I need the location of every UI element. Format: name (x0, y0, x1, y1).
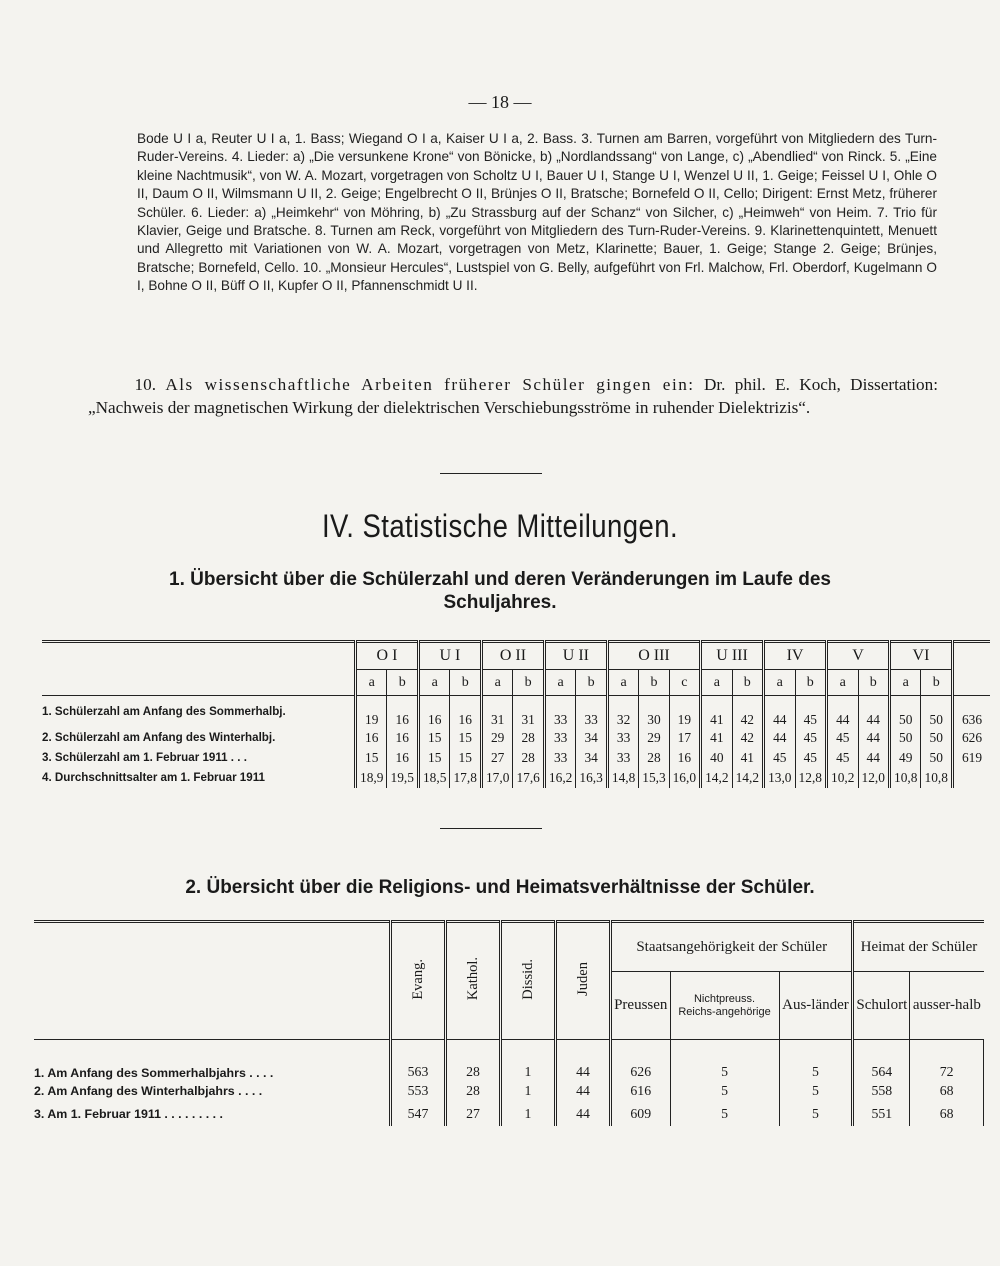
cell-value: 34 (576, 748, 607, 768)
cell-value: 10,2 (827, 768, 858, 788)
religion-header-label: Dissid. (519, 958, 536, 1000)
cell-value: 44 (858, 748, 889, 768)
cell-value: 15 (418, 728, 449, 748)
cell-value: 16 (387, 748, 418, 768)
row-total: 636 (953, 696, 991, 728)
subclass-header: b (513, 670, 544, 696)
cell-value: 5 (779, 1103, 853, 1126)
cell-value: 29 (481, 728, 512, 748)
class-header: U I (418, 642, 481, 670)
cell-value: 72 (910, 1040, 984, 1080)
label-header (34, 922, 391, 1040)
subclass-header: a (764, 670, 795, 696)
cell-value: 50 (889, 728, 920, 748)
subclass-header: b (639, 670, 669, 696)
table-row (42, 768, 990, 788)
cell-value: 31 (481, 696, 512, 728)
row-label: 1. Am Anfang des Sommerhalbjahrs . . . . (34, 1065, 274, 1080)
cell-value: 41 (701, 728, 732, 748)
cell-value: 16 (356, 728, 387, 748)
cell-value: 19,5 (387, 768, 418, 788)
table-row (34, 1103, 984, 1126)
cell-value: 5 (670, 1040, 779, 1080)
subclass-header: a (544, 670, 575, 696)
cell-value: 12,0 (858, 768, 889, 788)
cell-value: 33 (544, 728, 575, 748)
subclass-header: b (450, 670, 481, 696)
cell-value: 33 (607, 748, 638, 768)
cell-value: 28 (446, 1040, 501, 1080)
cell-value: 12,8 (795, 768, 826, 788)
divider-rule-2 (440, 828, 542, 829)
cell-value: 16,2 (544, 768, 575, 788)
row-label: 3. Schülerzahl am 1. Februar 1911 . . . (42, 751, 247, 764)
cell-value: 50 (921, 748, 953, 768)
cell-value: 45 (795, 728, 826, 748)
section-10-rest: Dr. phil. E. Koch, Dissertation: „Nachweis der magnetischen Wirkung der dielektrischen Verschiebungsströme in ruhender Dielektrizis“. (88, 375, 938, 417)
class-header: VI (889, 642, 952, 670)
religion-header (391, 922, 446, 1040)
cell-value: 50 (889, 696, 920, 728)
row-total: 619 (953, 748, 991, 768)
cell-value: 10,8 (921, 768, 953, 788)
cell-value: 16 (387, 696, 418, 728)
religion-header (501, 922, 556, 1040)
cell-value: 18,9 (356, 768, 387, 788)
cell-value: 17,8 (450, 768, 481, 788)
subclass-header: b (387, 670, 418, 696)
section-10-paragraph (88, 374, 938, 419)
cell-value: 42 (732, 728, 763, 748)
class-header: V (827, 642, 890, 670)
row-label: 4. Durchschnittsalter am 1. Februar 1911 (42, 771, 265, 784)
cell-value: 1 (501, 1103, 556, 1126)
subclass-header: b (795, 670, 826, 696)
cell-value: 1 (501, 1040, 556, 1080)
cell-value: 14,2 (701, 768, 732, 788)
cell-value: 15 (450, 728, 481, 748)
cell-value: 30 (639, 696, 669, 728)
cell-value: 33 (607, 728, 638, 748)
cell-value: 16 (387, 728, 418, 748)
cell-value: 31 (513, 696, 544, 728)
religion-header-label: Evang. (409, 958, 426, 1000)
program-text: Bode U I a, Reuter U I a, 1. Bass; Wiegand O I a, Kaiser U I a, 2. Bass. 3. Turnen am Barren, vorgeführt von Mitgliedern des Turn-Ruder-Vereins. 4. Lieder: a) „Die versunkene Krone“ von Bönicke, b) „Nordlandssang“ von Lange, c) „Abendlied“ von Rinck. 5. „Eine kleine Nachtmusik“, von W. A. Mozart, vorgetragen von Scholtz U I, Bauer U I, Stange U I, Wenzel U II, 1. Geige; Feissel U I, Ohle O II, Daum O II, Wilmsmann U II, 2. Geige; Engelbrecht O II, Brünjes O II, Bratsche; Bornefeld O II, Cello; Dirigent: Ernst Metz, früherer Schüler. 6. Lieder: a) „Heimkehr“ von Möhring, b) „Zu Strassburg auf der Schanz“ von Silcher, c) „Heimweh“ von Heim. 7. Trio für Klavier, Geige und Bratsche. 8. Turnen am Reck, vorgeführt von Mitgliedern des Turn-Ruder-Vereins. 9. Klarinettenquintett, Menuett und Allegretto mit Variationen von W. A. Mozart, vorgetragen von Metz, Klarinette; Bauer, 1. Geige; Stange 2. Geige; Brünjes, Bratsche; Bornefeld, Cello. 10. „Monsieur Hercules“, Lustspiel von G. Belly, aufgeführt von Frl. Malchow, Frl. Oberdorf, Kugelmann O I, Bohne O II, Büff O II, Kupfer O II, Pfannenschmidt U II. (137, 131, 937, 294)
cell-value: 5 (779, 1040, 853, 1080)
cell-value: 44 (764, 728, 795, 748)
page-number: — 18 — (468, 92, 532, 112)
cell-value: 40 (701, 748, 732, 768)
religion-header-label: Juden (574, 962, 591, 996)
cell-value: 41 (701, 696, 732, 728)
section-10-lead: Als wissenschaftliche Arbeiten früherer Schüler gingen ein: (165, 375, 695, 394)
religion-header-label: Kathol. (464, 957, 481, 1001)
cell-value: 5 (779, 1080, 853, 1103)
heimat-header: Heimat der Schüler (853, 922, 984, 972)
cell-value: 16,0 (669, 768, 700, 788)
total-header (953, 642, 991, 696)
cell-value: 41 (732, 748, 763, 768)
subclass-header: a (701, 670, 732, 696)
cell-value: 563 (391, 1040, 446, 1080)
table-row (42, 728, 990, 748)
religion-header (446, 922, 501, 1040)
subclass-header: b (732, 670, 763, 696)
cell-value: 17,0 (481, 768, 512, 788)
cell-value: 44 (764, 696, 795, 728)
class-header: O I (356, 642, 419, 670)
subclass-header: b (576, 670, 607, 696)
row-label: 2. Am Anfang des Winterhalbjahrs . . . . (34, 1084, 263, 1098)
cell-value: 10,8 (889, 768, 920, 788)
table-row (34, 1040, 984, 1080)
cell-value: 44 (827, 696, 858, 728)
cell-value: 19 (356, 696, 387, 728)
cell-value: 68 (910, 1103, 984, 1126)
cell-value: 28 (513, 748, 544, 768)
cell-value: 626 (611, 1040, 671, 1080)
class-header: U III (701, 642, 764, 670)
row-total: 626 (953, 728, 991, 748)
cell-value: 15 (450, 748, 481, 768)
subclass-header: a (418, 670, 449, 696)
subclass-header: b (921, 670, 953, 696)
cell-value: 15 (418, 748, 449, 768)
subclass-header: c (669, 670, 700, 696)
staat-header: Staatsangehörigkeit der Schüler (611, 922, 853, 972)
cell-value: 14,8 (607, 768, 638, 788)
staat-subheader: Nichtpreuss. Reichs-angehörige (670, 972, 779, 1040)
row-label: 1. Schülerzahl am Anfang des Sommerhalbj. (42, 705, 286, 719)
cell-value: 29 (639, 728, 669, 748)
cell-value: 609 (611, 1103, 671, 1126)
cell-value: 33 (544, 696, 575, 728)
cell-value: 564 (853, 1040, 910, 1080)
cell-value: 17 (669, 728, 700, 748)
cell-value: 33 (544, 748, 575, 768)
cell-value: 45 (827, 748, 858, 768)
cell-value: 34 (576, 728, 607, 748)
cell-value: 44 (556, 1103, 611, 1126)
cell-value: 1 (501, 1080, 556, 1103)
religion-header (556, 922, 611, 1040)
cell-value: 27 (481, 748, 512, 768)
subclass-header: a (827, 670, 858, 696)
cell-value: 49 (889, 748, 920, 768)
class-header: U II (544, 642, 607, 670)
subclass-header: b (858, 670, 889, 696)
cell-value: 32 (607, 696, 638, 728)
cell-value: 16 (450, 696, 481, 728)
cell-value: 16 (418, 696, 449, 728)
cell-value: 19 (669, 696, 700, 728)
cell-value: 28 (513, 728, 544, 748)
section-title: IV. Statistische Mitteilungen. (321, 508, 679, 544)
table-row (42, 696, 990, 728)
cell-value: 14,2 (732, 768, 763, 788)
cell-value: 553 (391, 1080, 446, 1103)
cell-value: 28 (639, 748, 669, 768)
cell-value: 44 (858, 696, 889, 728)
table1-title: 1. Übersicht über die Schülerzahl und deren Veränderungen im Laufe des Schuljahres. (169, 569, 831, 613)
staat-subheader: Aus-länder (779, 972, 853, 1040)
cell-value: 33 (576, 696, 607, 728)
cell-value: 5 (670, 1103, 779, 1126)
subclass-header: a (356, 670, 387, 696)
cell-value: 45 (764, 748, 795, 768)
cell-value: 50 (921, 728, 953, 748)
cell-value: 68 (910, 1080, 984, 1103)
row-label: 3. Am 1. Februar 1911 . . . . . . . . . (34, 1107, 223, 1121)
heimat-subheader: ausser-halb (910, 972, 984, 1040)
table-row (42, 748, 990, 768)
cell-value: 44 (556, 1080, 611, 1103)
subclass-header: a (889, 670, 920, 696)
cell-value: 15 (356, 748, 387, 768)
divider-rule (440, 473, 542, 474)
cell-value: 44 (858, 728, 889, 748)
cell-value: 13,0 (764, 768, 795, 788)
cell-value: 44 (556, 1040, 611, 1080)
religion-origin-table (34, 920, 984, 1126)
row-total (953, 768, 991, 788)
cell-value: 15,3 (639, 768, 669, 788)
program-paragraph (137, 130, 937, 296)
cell-value: 50 (921, 696, 953, 728)
cell-value: 16 (669, 748, 700, 768)
cell-value: 17,6 (513, 768, 544, 788)
cell-value: 28 (446, 1080, 501, 1103)
cell-value: 16,3 (576, 768, 607, 788)
class-header: O III (607, 642, 700, 670)
student-count-table (42, 640, 990, 788)
subclass-header: a (481, 670, 512, 696)
subclass-header: a (607, 670, 638, 696)
class-header: O II (481, 642, 544, 670)
table-row (34, 1080, 984, 1103)
staat-subheader: Preussen (611, 972, 671, 1040)
cell-value: 558 (853, 1080, 910, 1103)
heimat-subheader: Schulort (853, 972, 910, 1040)
cell-value: 45 (827, 728, 858, 748)
cell-value: 45 (795, 696, 826, 728)
section-10-number: 10. (134, 375, 156, 394)
row-label: 2. Schülerzahl am Anfang des Winterhalbj. (42, 731, 276, 744)
cell-value: 616 (611, 1080, 671, 1103)
cell-value: 27 (446, 1103, 501, 1126)
cell-value: 45 (795, 748, 826, 768)
class-header: IV (764, 642, 827, 670)
cell-value: 551 (853, 1103, 910, 1126)
cell-value: 547 (391, 1103, 446, 1126)
table2-title: 2. Übersicht über die Religions- und Heimatsverhältnisse der Schüler. (185, 877, 815, 898)
header-row (34, 922, 984, 972)
cell-value: 42 (732, 696, 763, 728)
cell-value: 5 (670, 1080, 779, 1103)
cell-value: 18,5 (418, 768, 449, 788)
